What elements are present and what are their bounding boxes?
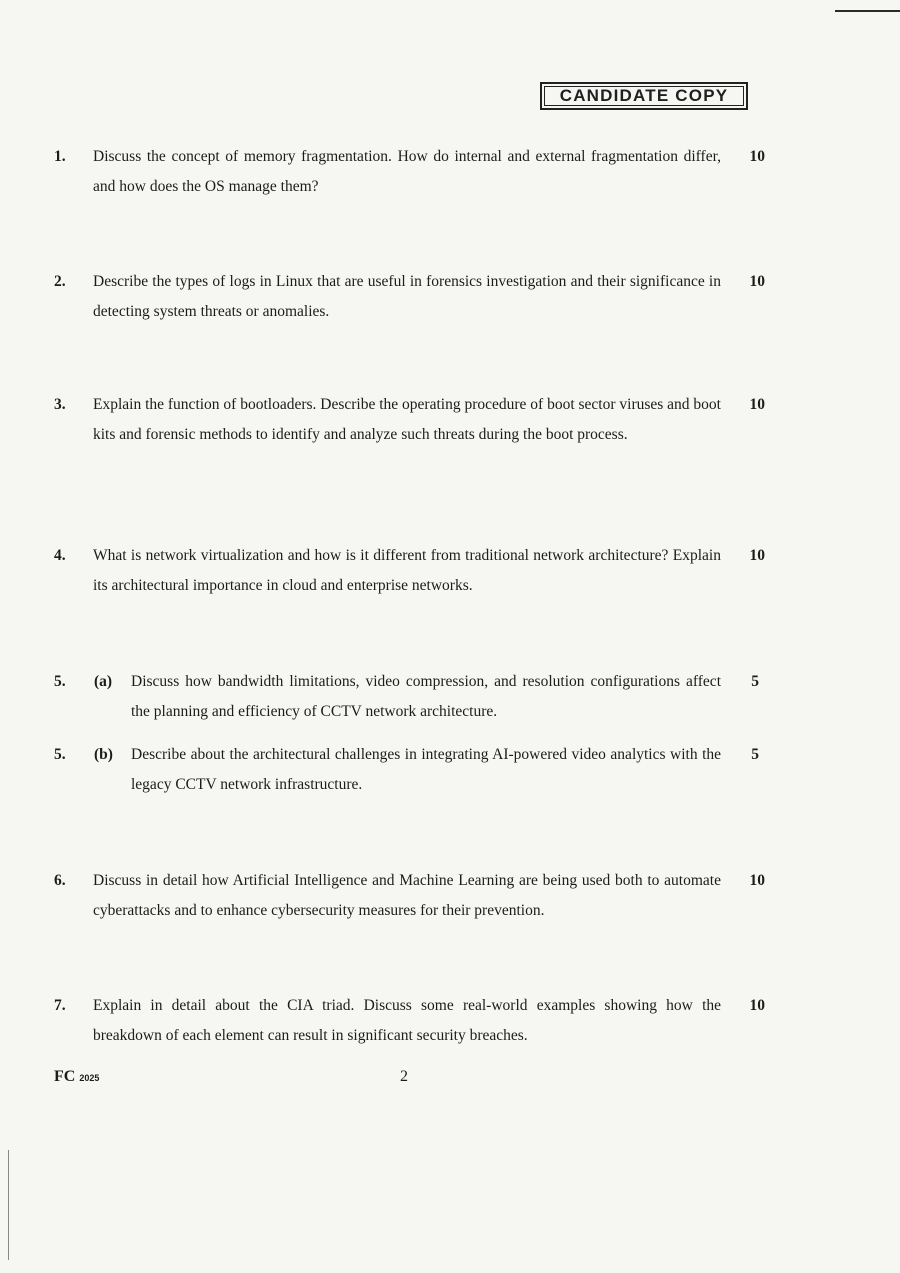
candidate-copy-stamp <box>540 82 748 110</box>
question-text: Discuss in detail how Artificial Intelligence and Machine Learning are being used both to automate cyberattacks and to enhance cybersecurity measures for their prevention. <box>93 872 721 919</box>
question-marks: 5 <box>751 746 759 763</box>
question-text: Discuss the concept of memory fragmentation. How do internal and external fragmentation differ, and how does the OS manage them? <box>93 148 721 195</box>
question-marks: 10 <box>749 997 765 1014</box>
question-text: Discuss how bandwidth limitations, video compression, and resolution configurations affect the planning and efficiency of CCTV network architecture. <box>131 673 721 720</box>
question-subpart: (a) <box>94 673 113 690</box>
question-marks: 10 <box>749 273 765 290</box>
question-number: 5. <box>54 746 66 763</box>
question-number: 1. <box>54 148 66 165</box>
paper-code-label: FC <box>54 1068 76 1085</box>
page-number: 2 <box>400 1068 408 1085</box>
question-marks: 10 <box>749 396 765 413</box>
stamp-label: CANDIDATE COPY <box>544 86 744 106</box>
question-subpart: (b) <box>94 746 113 763</box>
paper-year: 2025 <box>79 1073 100 1083</box>
question-text: What is network virtualization and how is it different from traditional network architecture? Explain its architectural importance in cloud and enterprise networks. <box>93 547 721 594</box>
question-text: Explain the function of bootloaders. Describe the operating procedure of boot sector viruses and boot kits and forensic methods to identify and analyze such threats during the boot process. <box>93 396 721 443</box>
paper-code <box>54 1068 99 1086</box>
question-marks: 10 <box>749 872 765 889</box>
question-number: 4. <box>54 547 66 564</box>
scan-artifact-line <box>8 1150 9 1260</box>
question-number: 3. <box>54 396 66 413</box>
question-number: 7. <box>54 997 66 1014</box>
question-number: 5. <box>54 673 66 690</box>
question-number: 2. <box>54 273 66 290</box>
question-text: Describe about the architectural challenges in integrating AI-powered video analytics with the legacy CCTV network infrastructure. <box>131 746 721 793</box>
scan-edge-line <box>835 10 900 12</box>
question-text: Describe the types of logs in Linux that are useful in forensics investigation and their significance in detecting system threats or anomalies. <box>93 273 721 320</box>
question-text: Explain in detail about the CIA triad. Discuss some real-world examples showing how the breakdown of each element can result in significant security breaches. <box>93 997 721 1044</box>
question-marks: 5 <box>751 673 759 690</box>
question-number: 6. <box>54 872 66 889</box>
question-marks: 10 <box>749 547 765 564</box>
question-marks: 10 <box>749 148 765 165</box>
